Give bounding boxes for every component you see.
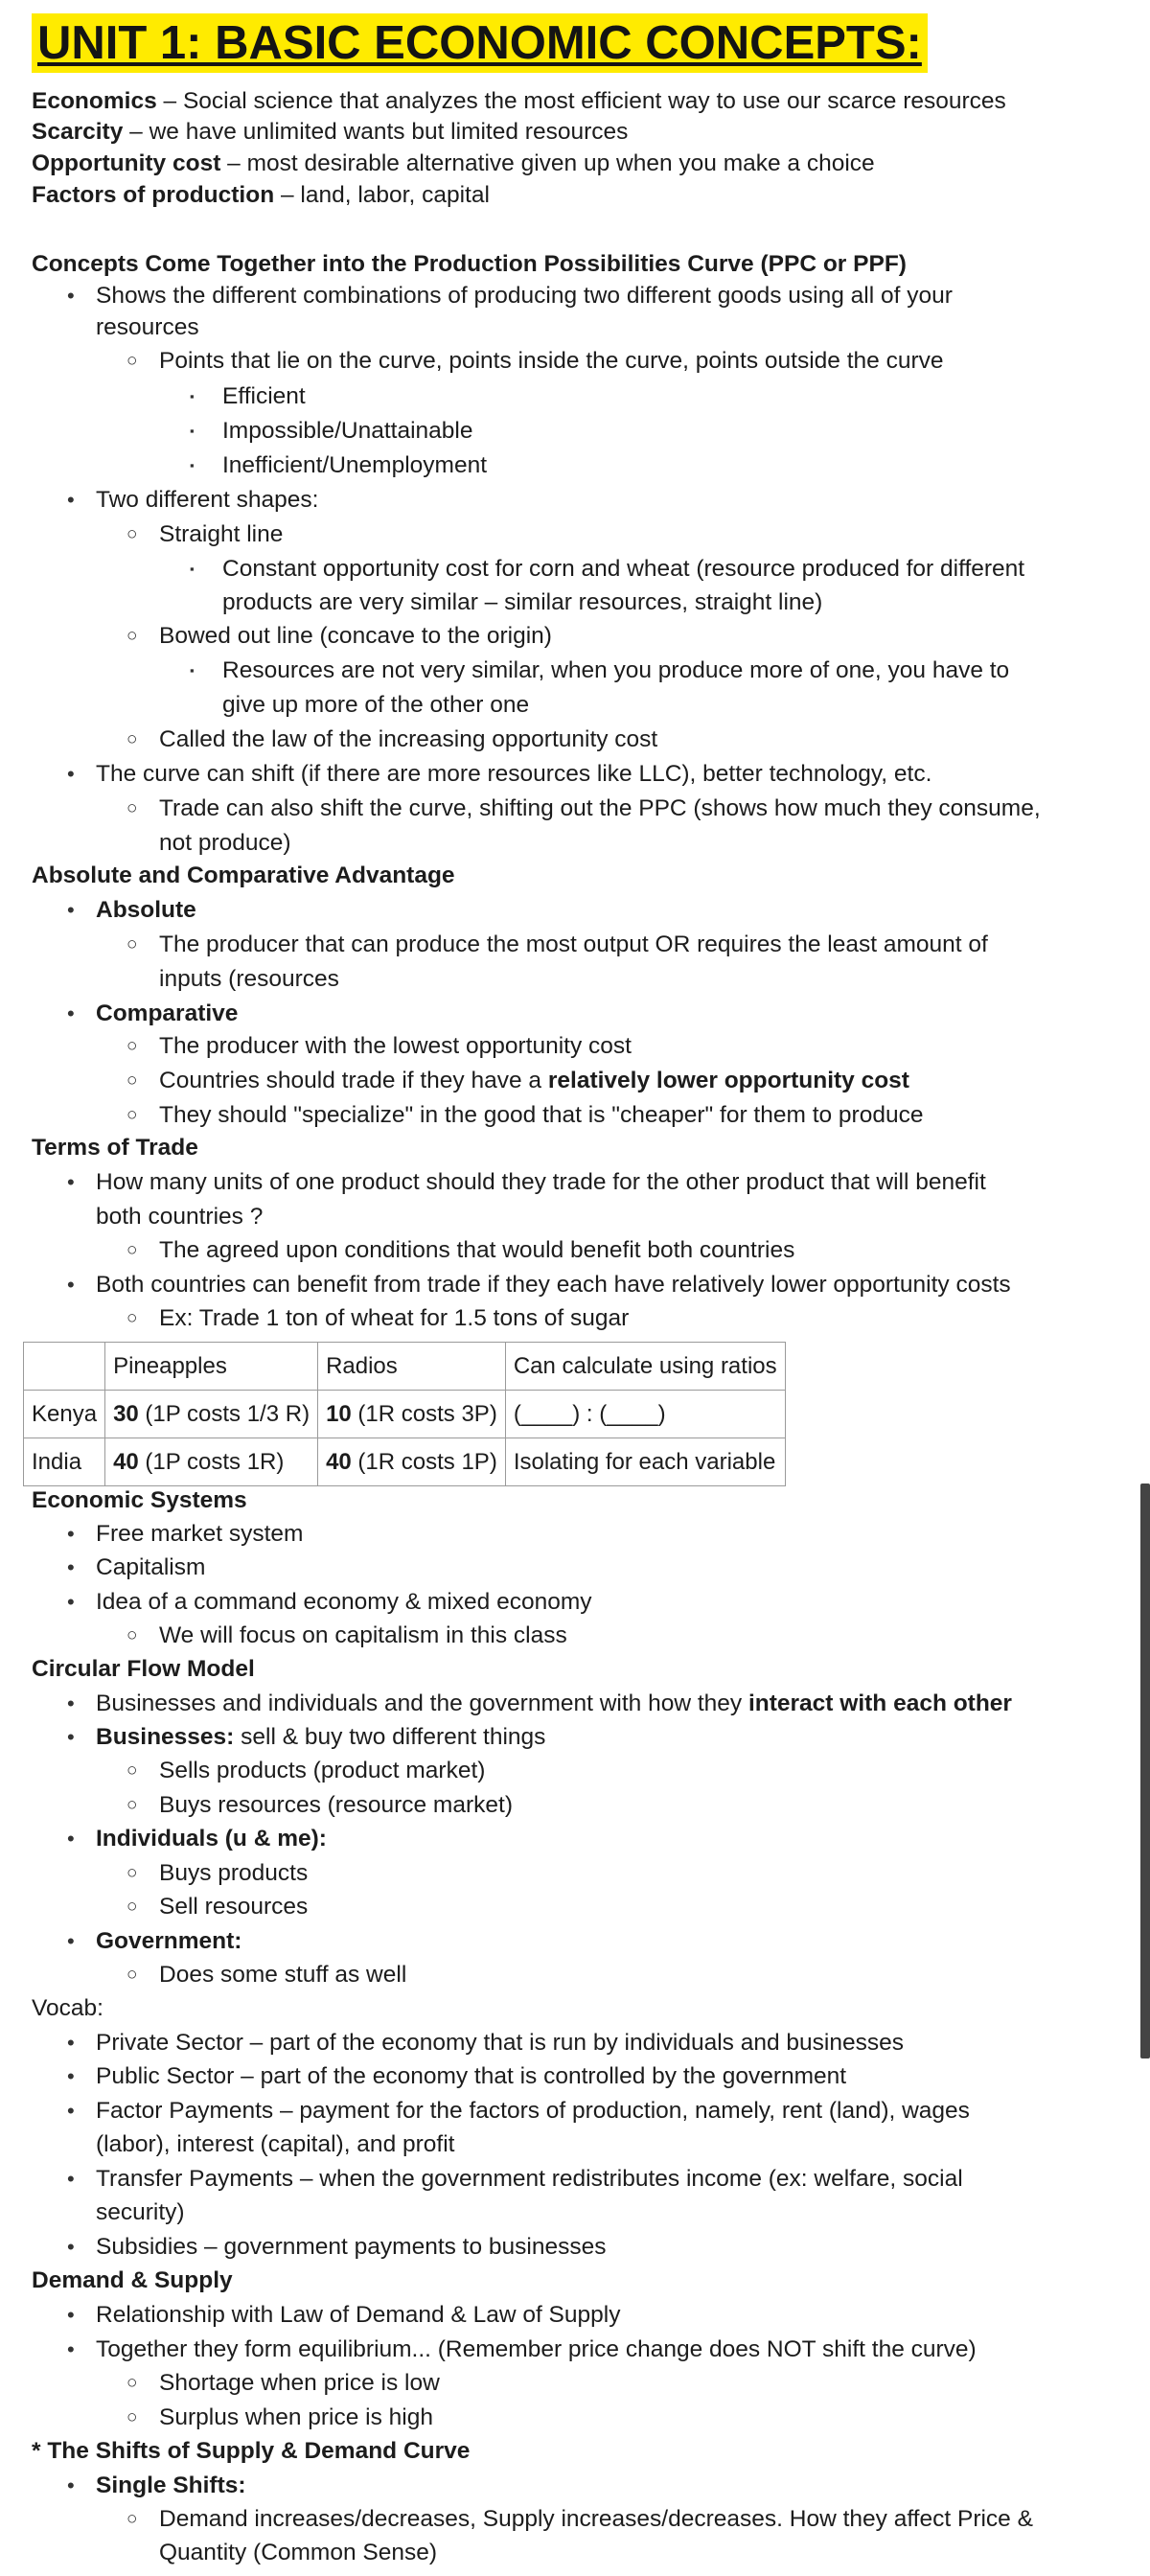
text: Surplus when price is high — [159, 2404, 433, 2430]
bold-text: Single Shifts: — [96, 2472, 246, 2498]
cell-text: (____) : (____) — [513, 1400, 666, 1427]
text-line — [159, 930, 988, 960]
text-line — [96, 2096, 970, 2127]
circle-bullet-icon: ○ — [126, 351, 138, 371]
text-line — [159, 1066, 909, 1096]
circle-bullet-icon: ○ — [126, 934, 138, 954]
text: How many units of one product should they trade for the other product that will benefit — [96, 1169, 986, 1195]
bold-text: Absolute and Comparative Advantage — [32, 862, 455, 888]
text: Relationship with Law of Demand & Law of Supply — [96, 2302, 621, 2328]
cell-text: (1P costs 1/3 R) — [138, 1400, 310, 1427]
text-line — [96, 485, 318, 516]
text-line — [96, 1926, 242, 1957]
text-line — [96, 2061, 846, 2092]
cell-text: Radios — [326, 1352, 398, 1379]
dot-bullet-icon: • — [67, 1691, 75, 1715]
text: not produce) — [159, 830, 291, 856]
text-line — [159, 1892, 308, 1922]
bold-text: Absolute — [96, 897, 196, 923]
text: Sells products (product market) — [159, 1758, 486, 1783]
cell-text: Kenya — [32, 1400, 98, 1427]
cell-text: 30 — [113, 1400, 139, 1427]
text-line — [159, 964, 339, 995]
text: Trade can also shift the curve, shifting out the PPC (shows how much they consume, — [159, 795, 1041, 821]
text: Shows the different combinations of producing two different goods using all of your — [96, 283, 953, 309]
text-line — [96, 2300, 620, 2331]
text-line — [222, 554, 1024, 585]
cell-text: Can calculate using ratios — [513, 1352, 777, 1379]
table-cell — [318, 1438, 506, 1486]
text-line — [96, 2028, 904, 2058]
dot-bullet-icon: • — [67, 1522, 75, 1546]
circle-bullet-icon: ○ — [126, 798, 138, 818]
circle-bullet-icon: ○ — [126, 1070, 138, 1091]
text-line — [159, 1621, 567, 1651]
text: Demand increases/decreases, Supply increases/decreases. How they affect Price & — [159, 2506, 1033, 2532]
text: The curve can shift (if there are more resources like LLC), better technology, etc. — [96, 761, 932, 787]
trade-table — [23, 1342, 786, 1486]
text-line — [96, 2334, 977, 2365]
text: Businesses and individuals and the government with how they — [96, 1690, 748, 1716]
text: They should "specialize" in the good that is "cheaper" for them to produce — [159, 1102, 924, 1128]
cell-text: 40 — [326, 1448, 352, 1475]
text-line — [159, 621, 552, 652]
dot-bullet-icon: • — [67, 762, 75, 786]
circle-bullet-icon: ○ — [126, 1965, 138, 1985]
table-cell — [505, 1391, 785, 1438]
circle-bullet-icon: ○ — [126, 1863, 138, 1883]
text: – most desirable alternative given up when you make a choice — [220, 150, 875, 176]
text: We will focus on capitalism in this class — [159, 1622, 567, 1648]
circle-bullet-icon: ○ — [126, 2373, 138, 2393]
text: – land, labor, capital — [274, 182, 490, 208]
text: Factor Payments – payment for the factors of production, namely, rent (land), wages — [96, 2098, 970, 2124]
dot-bullet-icon: • — [67, 2031, 75, 2055]
text-line — [222, 450, 487, 481]
text: The producer that can produce the most output OR requires the least amount of — [159, 932, 988, 957]
bold-text: interact with each other — [748, 1690, 1012, 1716]
text-line — [159, 828, 291, 859]
cell-text: Pineapples — [113, 1352, 227, 1379]
scrollbar[interactable] — [1140, 1484, 1150, 2058]
bold-text: relatively lower opportunity cost — [547, 1068, 909, 1093]
circle-bullet-icon: ○ — [126, 1760, 138, 1781]
table-row — [24, 1438, 786, 1486]
text-line — [222, 690, 529, 721]
text-line — [32, 249, 907, 280]
table-row — [24, 1343, 786, 1391]
text: Ex: Trade 1 ton of wheat for 1.5 tons of sugar — [159, 1305, 630, 1331]
page-title: UNIT 1: BASIC ECONOMIC CONCEPTS: — [32, 13, 928, 73]
text-line — [32, 180, 490, 211]
bold-text: Government: — [96, 1928, 242, 1954]
table-cell — [505, 1343, 785, 1391]
text-line — [159, 2538, 437, 2568]
bold-text: Comparative — [96, 1000, 239, 1026]
text: sell & buy two different things — [234, 1724, 546, 1750]
text: Free market system — [96, 1521, 304, 1547]
bold-text: Demand & Supply — [32, 2267, 233, 2293]
text-line — [96, 1587, 591, 1618]
dot-bullet-icon: • — [67, 2235, 75, 2259]
cell-text: 10 — [326, 1400, 352, 1427]
text-line — [32, 861, 455, 891]
text-line — [96, 1552, 205, 1583]
text: Shortage when price is low — [159, 2370, 440, 2396]
text-line — [96, 1270, 1011, 1300]
circle-bullet-icon: ○ — [126, 524, 138, 544]
text: products are very similar – similar resources, straight line) — [222, 589, 823, 615]
text-line — [222, 587, 822, 618]
circle-bullet-icon: ○ — [126, 2509, 138, 2529]
bold-text: Scarcity — [32, 119, 124, 145]
text-line — [96, 1519, 303, 1550]
table-row — [24, 1391, 786, 1438]
square-bullet-icon: ▪ — [190, 424, 195, 438]
bold-text: Economic Systems — [32, 1487, 247, 1513]
text-line — [222, 416, 473, 447]
bold-text: Terms of Trade — [32, 1135, 198, 1161]
dot-bullet-icon: • — [67, 284, 75, 308]
text-line — [159, 346, 944, 377]
circle-bullet-icon: ○ — [126, 1897, 138, 1917]
text-line — [32, 1485, 247, 1516]
table-cell — [105, 1438, 318, 1486]
square-bullet-icon: ▪ — [190, 663, 195, 678]
text-line — [96, 2197, 185, 2228]
table-cell — [24, 1391, 105, 1438]
table-cell — [24, 1438, 105, 1486]
text: Sell resources — [159, 1894, 309, 1920]
cell-text: Isolating for each variable — [513, 1448, 776, 1475]
text: Efficient — [222, 383, 306, 409]
cell-text: (1P costs 1R) — [138, 1448, 285, 1475]
text-line — [96, 1202, 263, 1232]
dot-bullet-icon: • — [67, 1827, 75, 1851]
text-line — [159, 1790, 513, 1821]
circle-bullet-icon: ○ — [126, 1036, 138, 1056]
text-line — [32, 86, 1006, 117]
text-line — [159, 2504, 1033, 2535]
text: Together they form equilibrium... (Remember price change does NOT shift the curve) — [96, 2336, 977, 2362]
text-line — [159, 1303, 629, 1334]
text-line — [222, 656, 1009, 686]
dot-bullet-icon: • — [67, 2167, 75, 2191]
dot-bullet-icon: • — [67, 2473, 75, 2497]
circle-bullet-icon: ○ — [126, 2407, 138, 2427]
text: Impossible/Unattainable — [222, 418, 473, 444]
cell-text: (1R costs 1P) — [351, 1448, 497, 1475]
dot-bullet-icon: • — [67, 488, 75, 512]
text-line — [32, 117, 628, 148]
text: Does some stuff as well — [159, 1962, 407, 1988]
text: – we have unlimited wants but limited resources — [123, 119, 629, 145]
text-line — [96, 759, 932, 790]
text-line — [96, 1824, 327, 1854]
text: Vocab: — [32, 1995, 104, 2021]
text-line — [96, 281, 953, 311]
table-cell — [318, 1391, 506, 1438]
circle-bullet-icon: ○ — [126, 626, 138, 646]
dot-bullet-icon: • — [67, 1001, 75, 1025]
cell-text: 40 — [113, 1448, 139, 1475]
text-line — [96, 895, 196, 926]
table-cell — [24, 1343, 105, 1391]
text-line — [159, 1756, 485, 1786]
text: Capitalism — [96, 1554, 206, 1580]
bold-text: Opportunity cost — [32, 150, 221, 176]
text-line — [159, 2403, 433, 2433]
text: Public Sector – part of the economy that is controlled by the government — [96, 2063, 847, 2089]
text: Bowed out line (concave to the origin) — [159, 623, 552, 649]
text: Private Sector – part of the economy that is run by individuals and businesses — [96, 2030, 904, 2056]
table-cell — [105, 1343, 318, 1391]
text-line — [32, 2266, 233, 2296]
dot-bullet-icon: • — [67, 2303, 75, 2327]
text-line — [222, 381, 306, 412]
text: both countries ? — [96, 1204, 264, 1230]
dot-bullet-icon: • — [67, 1590, 75, 1614]
dot-bullet-icon: • — [67, 898, 75, 922]
table-cell — [505, 1438, 785, 1486]
text: Straight line — [159, 521, 284, 547]
circle-bullet-icon: ○ — [126, 1308, 138, 1328]
bold-text: * The Shifts of Supply & Demand Curve — [32, 2438, 471, 2464]
text: Inefficient/Unemployment — [222, 452, 487, 478]
circle-bullet-icon: ○ — [126, 1625, 138, 1645]
text: Constant opportunity cost for corn and wheat (resource produced for different — [222, 556, 1025, 582]
dot-bullet-icon: • — [67, 1725, 75, 1749]
cell-text: India — [32, 1448, 82, 1475]
text: Called the law of the increasing opportunity cost — [159, 726, 658, 752]
table-cell — [318, 1343, 506, 1391]
bold-text: Factors of production — [32, 182, 275, 208]
text: The agreed upon conditions that would benefit both countries — [159, 1237, 795, 1263]
text: security) — [96, 2199, 185, 2225]
text: Quantity (Common Sense) — [159, 2540, 438, 2565]
square-bullet-icon: ▪ — [190, 458, 195, 472]
text-line — [32, 1993, 104, 2024]
text: Countries should trade if they have a — [159, 1068, 548, 1093]
text-line — [96, 999, 238, 1029]
text-line — [32, 2436, 470, 2467]
text: The producer with the lowest opportunity cost — [159, 1033, 632, 1059]
dot-bullet-icon: • — [67, 2064, 75, 2088]
text: give up more of the other one — [222, 692, 530, 718]
circle-bullet-icon: ○ — [126, 729, 138, 749]
dot-bullet-icon: • — [67, 2099, 75, 2123]
text-line — [96, 2232, 607, 2263]
text-line — [32, 1133, 198, 1163]
bold-text: Concepts Come Together into the Production Possibilities Curve (PPC or PPF) — [32, 251, 907, 277]
text: inputs (resources — [159, 966, 339, 992]
text: Transfer Payments – when the government redistributes income (ex: welfare, social — [96, 2166, 963, 2192]
dot-bullet-icon: • — [67, 2337, 75, 2361]
square-bullet-icon: ▪ — [190, 562, 195, 576]
text-line — [159, 794, 1041, 824]
dot-bullet-icon: • — [67, 1273, 75, 1297]
text-line — [96, 2471, 246, 2501]
text-line — [159, 1960, 406, 1990]
text-line — [96, 1167, 986, 1198]
text-line — [159, 2368, 440, 2399]
text-line — [159, 724, 657, 755]
text-line — [159, 1100, 923, 1131]
bold-text: Individuals (u & me): — [96, 1826, 327, 1852]
text-line — [159, 1031, 632, 1062]
bold-text: Economics — [32, 88, 157, 114]
circle-bullet-icon: ○ — [126, 1795, 138, 1815]
text: Two different shapes: — [96, 487, 319, 513]
text: (labor), interest (capital), and profit — [96, 2131, 455, 2157]
text-line — [96, 2129, 454, 2160]
cell-text: (1R costs 3P) — [351, 1400, 497, 1427]
text: Idea of a command economy & mixed economy — [96, 1589, 592, 1615]
dot-bullet-icon: • — [67, 1555, 75, 1579]
table-cell — [105, 1391, 318, 1438]
circle-bullet-icon: ○ — [126, 1240, 138, 1260]
text: Resources are not very similar, when you produce more of one, you have to — [222, 657, 1010, 683]
text-line — [32, 1654, 255, 1685]
text-line — [32, 149, 875, 179]
text-line — [159, 1858, 308, 1889]
text-line — [96, 2164, 963, 2195]
text-line — [96, 312, 199, 343]
text-line — [96, 1722, 545, 1753]
bold-text: Businesses: — [96, 1724, 235, 1750]
circle-bullet-icon: ○ — [126, 1105, 138, 1125]
text-line — [96, 1689, 1012, 1719]
text-line — [159, 519, 283, 550]
bold-text: Circular Flow Model — [32, 1656, 255, 1682]
square-bullet-icon: ▪ — [190, 389, 195, 403]
dot-bullet-icon: • — [67, 1170, 75, 1194]
text: resources — [96, 314, 199, 340]
text: Points that lie on the curve, points inside the curve, points outside the curve — [159, 348, 944, 374]
text-line — [159, 1235, 794, 1266]
text: – Social science that analyzes the most efficient way to use our scarce resources — [156, 88, 1006, 114]
text: Subsidies – government payments to businesses — [96, 2234, 607, 2260]
text: Buys resources (resource market) — [159, 1792, 513, 1818]
text: Buys products — [159, 1860, 309, 1886]
dot-bullet-icon: • — [67, 1929, 75, 1953]
text: Both countries can benefit from trade if they each have relatively lower opportunity costs — [96, 1272, 1011, 1298]
